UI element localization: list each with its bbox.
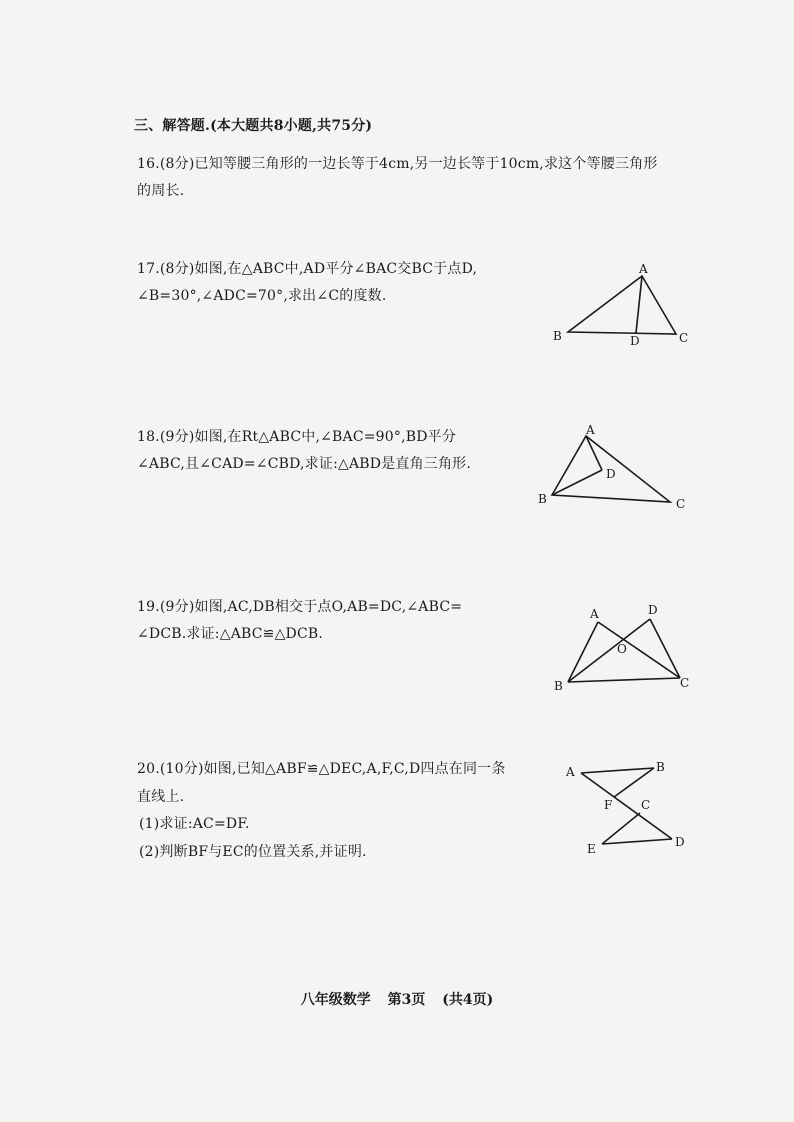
q20-segment-bf bbox=[614, 768, 654, 797]
q19-label-o: O bbox=[617, 642, 627, 656]
q18-triangle-figure bbox=[530, 422, 690, 514]
q17-line2: ∠B=30°,∠ADC=70°,求出∠C的度数. bbox=[137, 288, 387, 304]
q16-line1: 16.(8分)已知等腰三角形的一边长等于4cm,另一边长等于10cm,求这个等腰三角形 bbox=[137, 156, 658, 172]
page-footer bbox=[0, 989, 794, 1009]
q20-label-f: F bbox=[604, 798, 613, 812]
q17-label-d: D bbox=[630, 334, 640, 348]
q18-label-a: A bbox=[586, 423, 595, 437]
q20-segment-ab bbox=[581, 768, 654, 773]
q18-line1: 18.(9分)如图,在Rt△ABC中,∠BAC=90°,BD平分 bbox=[137, 429, 457, 445]
q19-label-d: D bbox=[648, 603, 658, 617]
q20-line2: 直线上. bbox=[137, 789, 185, 805]
q20-label-b: B bbox=[656, 760, 665, 774]
q19-segment-bc bbox=[568, 678, 680, 682]
q20-label-a: A bbox=[566, 765, 575, 779]
q20-label-d: D bbox=[675, 835, 685, 849]
q20-label-e: E bbox=[587, 842, 596, 856]
q19-segment-db bbox=[568, 619, 650, 682]
q18-label-b: B bbox=[538, 492, 547, 506]
q17-triangle-abc bbox=[568, 276, 676, 334]
q18-label-d: D bbox=[606, 467, 616, 481]
q20-label-c: C bbox=[641, 798, 651, 812]
q20-part2: (2)判断BF与EC的位置关系,并证明. bbox=[139, 844, 367, 860]
q20-segment-ad bbox=[581, 773, 672, 839]
footer-total-pages: (共4页) bbox=[442, 992, 494, 1008]
q20-line1: 20.(10分)如图,已知△ABF≌△DEC,A,F,C,D四点在同一条 bbox=[137, 761, 506, 777]
q19-segment-ab bbox=[568, 622, 598, 682]
footer-subject: 八年级数学 bbox=[300, 992, 371, 1008]
q16-line2: 的周长. bbox=[137, 183, 185, 199]
q19-line1: 19.(9分)如图,AC,DB相交于点O,AB=DC,∠ABC= bbox=[137, 599, 463, 615]
q19-label-a: A bbox=[590, 607, 599, 621]
q19-label-c: C bbox=[680, 676, 690, 690]
q20-segment-ed bbox=[602, 839, 672, 844]
q17-triangle-figure bbox=[550, 262, 700, 352]
q17-label-a: A bbox=[639, 262, 648, 276]
q20-part1: (1)求证:AC=DF. bbox=[139, 816, 250, 832]
q17-label-c: C bbox=[679, 331, 689, 345]
q19-line2: ∠DCB.求证:△ABC≌△DCB. bbox=[137, 626, 324, 642]
q19-figure bbox=[550, 600, 700, 696]
q20-figure bbox=[562, 755, 692, 861]
q17-bisector-ad bbox=[636, 276, 642, 333]
q17-label-b: B bbox=[553, 329, 562, 343]
q18-line2: ∠ABC,且∠CAD=∠CBD,求证:△ABD是直角三角形. bbox=[137, 456, 472, 472]
q19-label-b: B bbox=[554, 679, 563, 693]
section-header: 三、解答题.(本大题共8小题,共75分) bbox=[134, 118, 373, 134]
q19-segment-dc bbox=[650, 619, 680, 678]
q18-segment-ad bbox=[586, 436, 602, 470]
footer-page-number: 第3页 bbox=[387, 992, 426, 1008]
q20-segment-ce bbox=[602, 813, 640, 844]
q18-label-c: C bbox=[676, 497, 686, 511]
q17-line1: 17.(8分)如图,在△ABC中,AD平分∠BAC交BC于点D, bbox=[137, 261, 478, 277]
